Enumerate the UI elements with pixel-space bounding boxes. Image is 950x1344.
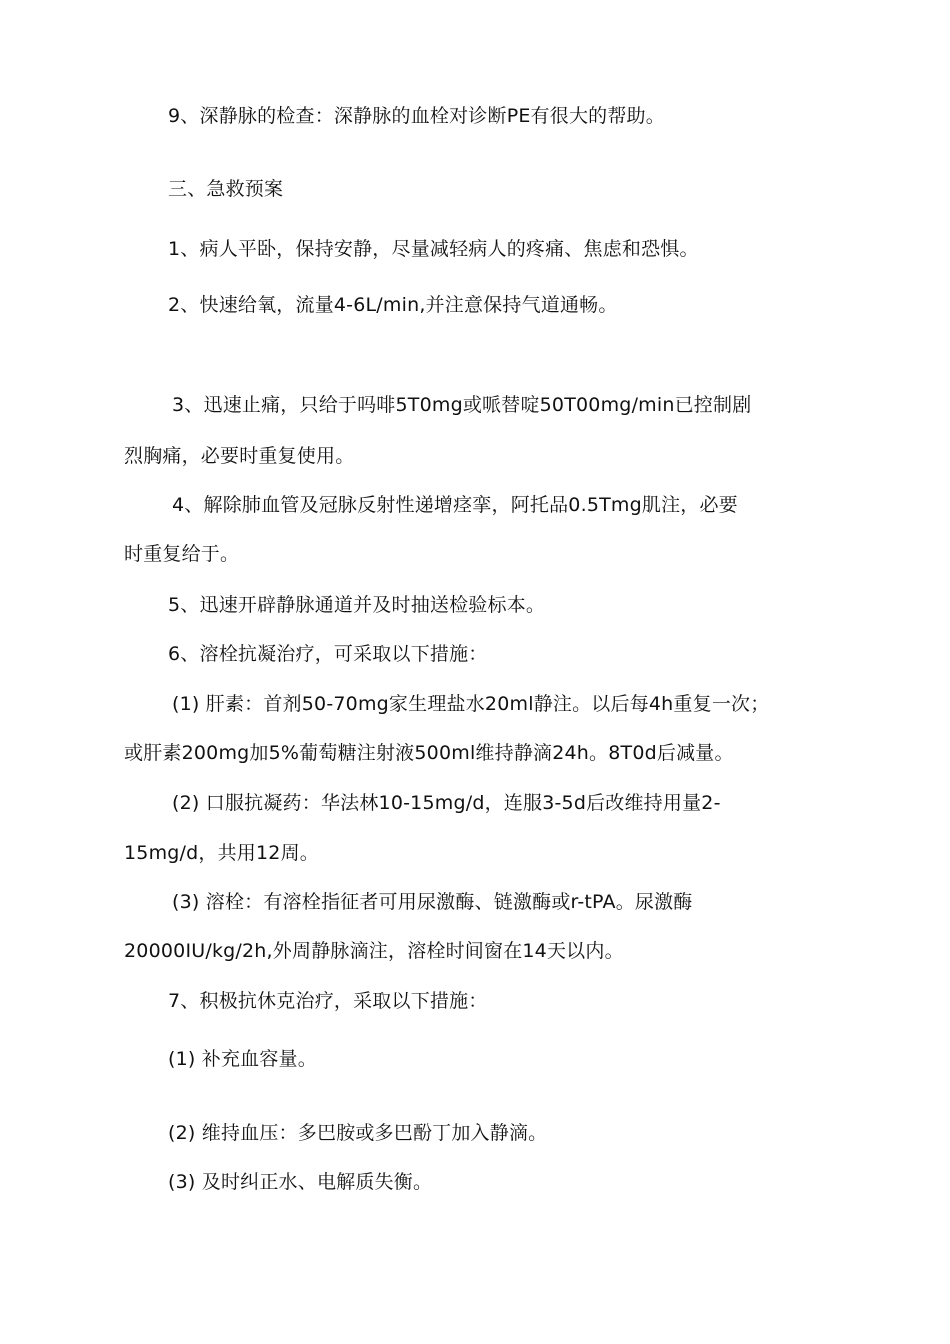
text-line-sub-2: (2) 口服抗凝药：华法林10-15mg/d，连服3-5d后改维持用量2-	[172, 792, 721, 814]
text-line-sub-3: (3) 溶栓：有溶栓指征者可用尿激酶、链激酶或r-tPA。尿激酶	[172, 891, 693, 913]
text-line-item-3-cont: 烈胸痛，必要时重复使用。	[124, 445, 355, 467]
text-line-sub-1b: (1) 补充血容量。	[168, 1048, 317, 1070]
text-line-item-2: 2、快速给氧，流量4-6L/min,并注意保持气道通畅。	[168, 294, 618, 316]
text-line-item-1: 1、病人平卧，保持安静，尽量减轻病人的疼痛、焦虑和恐惧。	[168, 238, 699, 260]
text-line-sub-3b: (3) 及时纠正水、电解质失衡。	[168, 1171, 433, 1193]
text-line-sub-2b: (2) 维持血压：多巴胺或多巴酚丁加入静滴。	[168, 1122, 548, 1144]
text-line-item-4-cont: 时重复给于。	[124, 543, 240, 565]
text-line-item-3: 3、迅速止痛，只给于吗啡5T0mg或哌替啶50T00mg/min已控制剧	[172, 394, 752, 416]
text-line-item-7: 7、积极抗休克治疗，采取以下措施：	[168, 990, 488, 1012]
text-line-item-4: 4、解除肺血管及冠脉反射性递增痉挛，阿托品0.5Tmg肌注，必要	[172, 494, 738, 516]
text-line-item-5: 5、迅速开辟静脉通道并及时抽送检验标本。	[168, 594, 546, 616]
text-line-sub-2-cont: 15mg/d，共用12周。	[124, 842, 319, 864]
text-line-sub-3-cont: 20000IU/kg/2h,外周静脉滴注，溶栓时间窗在14天以内。	[124, 940, 624, 962]
text-line-item-6: 6、溶栓抗凝治疗，可采取以下措施：	[168, 643, 488, 665]
text-line-item-9: 9、深静脉的检查：深静脉的血栓对诊断PE有很大的帮助。	[168, 105, 665, 127]
text-line-sub-1-cont: 或肝素200mg加5%葡萄糖注射液500ml维持静滴24h。8T0d后减量。	[124, 742, 734, 764]
section-heading: 三、急救预案	[168, 178, 284, 200]
text-line-sub-1: (1) 肝素：首剂50-70mg家生理盐水20ml静注。以后每4h重复一次；	[172, 693, 770, 715]
